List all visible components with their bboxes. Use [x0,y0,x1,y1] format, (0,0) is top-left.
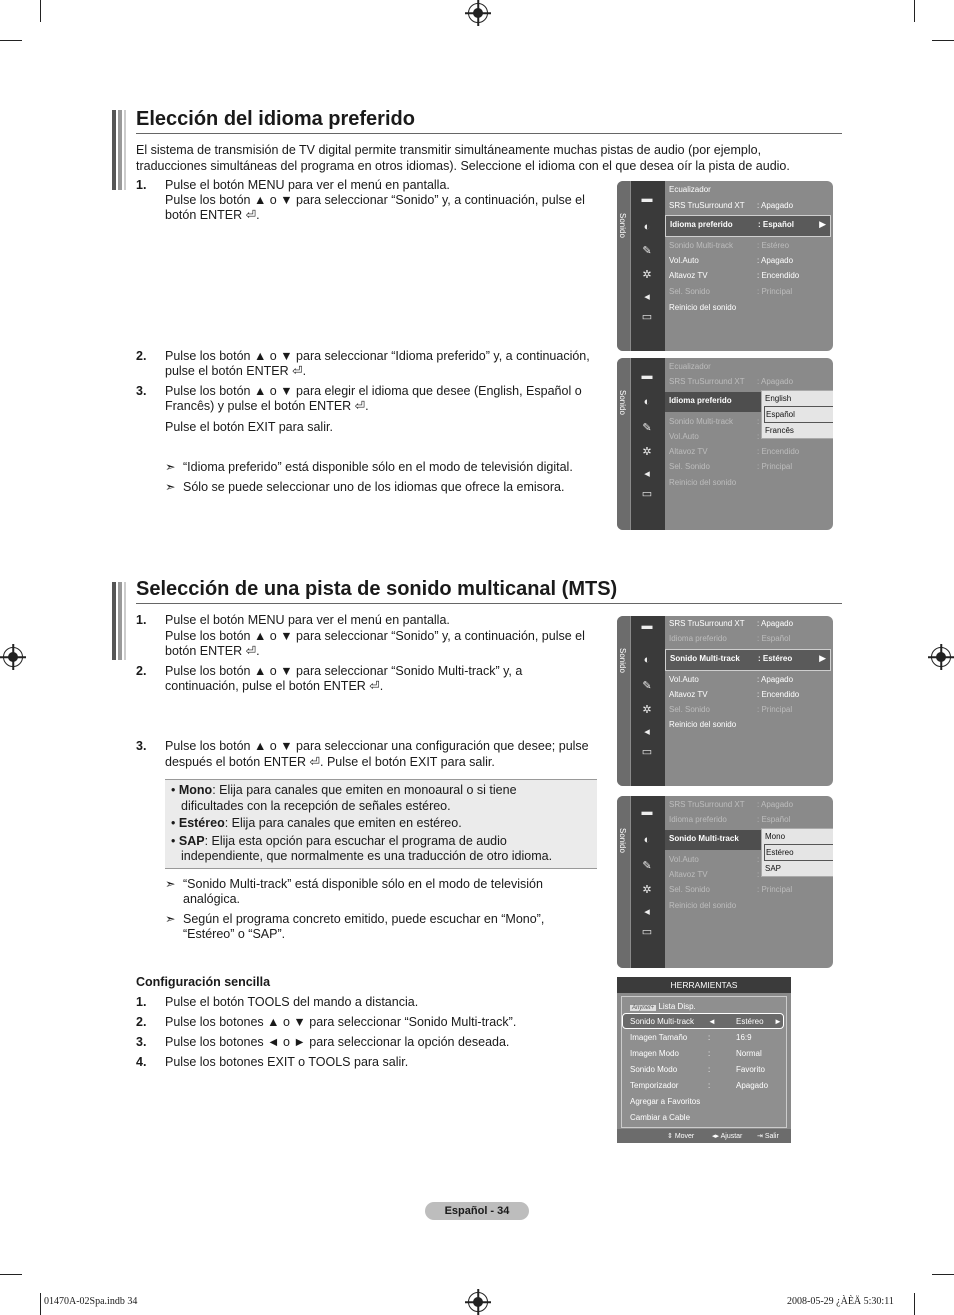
menu-item-value: : Español [757,815,791,824]
menu-item-selected[interactable]: Sonido Multi-track : Estéreo ▶ [665,649,831,671]
popup-option[interactable]: Francês [765,426,794,435]
setup-icon: ✲ [642,269,652,281]
step-line: botón ENTER ⏎. [165,208,260,222]
menu-icon-column [631,181,665,351]
arrow-icon: ➣ [165,912,176,926]
menu-item-label: Vol.Auto [669,432,699,441]
application-icon: ▭ [641,926,653,938]
tv-menu-sound-popup [617,358,833,530]
step-number: 4. [136,1055,147,1069]
move-hint: ⇕ Mover [667,1133,695,1140]
crop-mark [914,1293,915,1315]
tools-item-label[interactable]: Imagen Modo [630,1049,679,1058]
menu-item-label: Reinicio del sonido [669,303,737,312]
intro-text: El sistema de transmisión de TV digital permite transmitir simultáneamente muchas pistas de audio (por ejemplo, traducciones simultáneas del programa en otros idiomas). Seleccione el idioma con el que desea oír la pista de audio. [136,143,790,173]
tools-item-label[interactable]: Agregar a Favoritos [630,1097,701,1106]
registration-mark-icon [468,3,488,23]
menu-item[interactable] [669,675,829,689]
step-line: Pulse los botón ▲ o ▼ para seleccionar “Idioma preferido” y, a continuación, [165,349,590,363]
menu-item-value: : Apagado [757,377,794,386]
menu-item[interactable] [669,901,829,915]
channel-icon: ✎ [642,680,652,692]
tools-item-label[interactable]: Imagen Tamaño [630,1033,688,1042]
step-line: Pulse los botones ◄ o ► para seleccionar la opción deseada. [165,1035,510,1049]
menu-item-label: Sonido Multi-track [669,417,734,426]
step-line: Pulse los botón ▲ o ▼ para seleccionar “Sonido Multi-track” y, a [165,664,523,678]
note [165,877,543,893]
step-line: Pulse los botón ▲ o ▼ para seleccionar “Sonido” y, a continuación, pulse el [165,629,585,643]
menu-item[interactable] [669,287,829,301]
menu-side [617,181,630,351]
step-number: 1. [136,178,147,192]
section-title: Selección de una pista de sonido multicanal (MTS) [136,578,618,600]
section-bar [112,110,126,190]
menu-item-label: Sel. Sonido [669,462,710,471]
tools-item-label[interactable]: Cambiar a Cable [630,1113,691,1122]
step-line: después el botón ENTER ⏎. Pulse el botón EXIT para salir. [165,755,495,769]
menu-item-value: : [757,432,760,441]
menu-item-value: : Apagado [757,675,794,684]
step-number: 3. [136,1035,147,1049]
menu-item-label: Altavoz TV [669,870,708,879]
tv-menu-mts-popup [617,796,833,968]
title-rule [136,133,842,134]
step-line: Pulse el botón TOOLS del mando a distancia. [165,995,419,1009]
menu-item-value: : Apagado [757,800,794,809]
input-icon: ◂ [644,906,650,918]
application-icon: ▭ [641,746,653,758]
menu-side-label: Sonido [618,213,627,238]
popup-option[interactable]: English [765,394,792,403]
menu-side [617,796,630,968]
input-icon: ◂ [644,468,650,480]
menu-item-label: Sel. Sonido [669,287,710,296]
menu-item[interactable] [669,362,829,376]
step-number: 2. [136,1015,147,1029]
bullet-stereo: • Estéreo: Elija para canales que emiten en estéreo. [171,816,462,830]
menu-item-selected[interactable]: Sonido Multi-track [665,830,761,850]
menu-icon-column [631,796,665,968]
picture-icon: ▬ [641,193,653,205]
menu-item-value: : Español [757,634,791,643]
note-text: Sólo se puede seleccionar uno de los idiomas que ofrece la emisora. [183,480,565,494]
crop-mark [0,1274,22,1275]
tools-title: HERRAMIENTAS [617,977,791,993]
menu-item[interactable] [669,377,829,391]
tools-item-value: Normal [736,1049,762,1058]
menu-item-label: Sel. Sonido [669,705,710,714]
step-number: 3. [136,739,147,753]
sound-icon: ◐ [643,834,651,846]
menu-item-value: : Encendido [757,271,800,280]
menu-item-label: Idioma preferido [669,634,727,643]
popup-option[interactable]: Mono [765,832,786,841]
tools-item-value: : [708,1033,711,1042]
menu-item[interactable] [669,462,829,476]
popup-option-selected[interactable]: Español [764,406,833,423]
menu-side-label: Sonido [618,648,627,673]
menu-item-label: SRS TruSurround XT [669,619,745,628]
menu-side-label: Sonido [618,828,627,853]
page-number-badge: Español - 34 [425,1202,529,1220]
setup-icon: ✲ [642,446,652,458]
menu-side [617,616,630,786]
step-number: 2. [136,349,147,363]
setup-icon: ✲ [642,704,652,716]
tools-item-label[interactable]: Sonido Multi-track [630,1017,695,1026]
menu-item-label: Vol.Auto [669,256,699,265]
bullet-sap: • SAP: Elija esta opción para escuchar el programa de audio [171,834,507,848]
menu-item[interactable] [669,800,829,814]
application-icon: ▭ [641,311,653,323]
picture-icon: ▬ [641,806,653,818]
menu-item-label: Ecualizador [669,362,711,371]
menu-item-label: SRS TruSurround XT [669,377,745,386]
menu-item[interactable] [669,705,829,719]
menu-item[interactable] [669,241,829,255]
menu-item-value: : Apagado [757,619,794,628]
crop-mark [932,1274,954,1275]
note-text: Según el programa concreto emitido, puede escuchar en “Mono”, [183,912,545,926]
note [165,460,573,476]
menu-item-label: Reinicio del sonido [669,478,737,487]
tools-item-value: : [708,1065,711,1074]
menu-item-value: : Principal [757,705,793,714]
menu-item-label: Sel. Sonido [669,885,710,894]
menu-item-value: : [757,417,760,426]
menu-item[interactable] [669,870,829,884]
menu-item[interactable] [669,690,829,704]
print-footer-left: 01470A-02Spa.indb 34 [44,1296,138,1307]
anynet-item[interactable]: Anynet+ Lista Disp. [632,1002,696,1011]
menu-item-value: : [757,870,760,879]
popup-option-selected[interactable]: Estéreo [764,844,833,861]
menu-item-value: : Principal [757,287,793,296]
tools-item-label[interactable]: Sonido Modo [630,1065,678,1074]
menu-item[interactable] [669,303,829,317]
crop-mark [932,40,954,41]
menu-item-label: Reinicio del sonido [669,720,737,729]
step-number: 3. [136,384,147,398]
step-line: Pulse el botón MENU para ver el menú en pantalla. [165,613,450,627]
tools-list [621,996,787,1128]
menu-item[interactable] [669,447,829,461]
input-icon: ◂ [644,291,650,303]
step-number: 1. [136,995,147,1009]
arrow-icon: ➣ [165,480,176,494]
menu-item-label: SRS TruSurround XT [669,201,745,210]
step-line: continuación, pulse el botón ENTER ⏎. [165,679,384,693]
step-line: Pulse los botón ▲ o ▼ para seleccionar “Sonido” y, a continuación, pulse el [165,193,585,207]
anynet-logo: Anynet+ [632,1005,655,1011]
menu-item-selected[interactable]: Idioma preferido : Español ▶ [665,215,831,237]
step-line: Pulse los botones EXIT o TOOLS para salir. [165,1055,409,1069]
menu-item[interactable] [669,478,829,492]
input-icon: ◂ [644,726,650,738]
arrow-icon: ➣ [165,877,176,891]
picture-icon: ▬ [641,620,653,632]
menu-item-label: Vol.Auto [669,855,699,864]
tv-menu-sound-mts [617,616,833,786]
arrow-icon: ➣ [165,460,176,474]
menu-item[interactable] [669,885,829,899]
adjust-hint: ◂▸ Ajustar [712,1133,743,1140]
note-text: “Idioma preferido” está disponible sólo en el modo de televisión digital. [183,460,573,474]
menu-item-selected[interactable]: Idioma preferido [665,392,761,412]
print-footer-right: 2008-05-29 ¿ÀÈÄ 5:30:11 [787,1296,894,1307]
menu-item-value: : Estéreo [757,241,790,250]
crop-mark [914,0,915,22]
menu-icon-column [631,616,665,786]
menu-item-label: Altavoz TV [669,271,708,280]
bullet-mono: • Mono: Elija para canales que emiten en monoaural o si tiene [171,783,517,797]
note [165,480,564,496]
bullet-text: independiente, que normalmente es una traducción de otro idioma. [181,849,553,863]
easy-setup-title: Configuración sencilla [136,975,271,989]
menu-item-label: Idioma preferido [669,815,727,824]
channel-icon: ✎ [642,245,652,257]
registration-mark-icon [931,647,951,667]
crop-mark [0,40,22,41]
menu-item-value: : Principal [757,462,793,471]
menu-item[interactable] [669,855,829,869]
menu-item-value: : Apagado [757,256,794,265]
channel-icon: ✎ [642,860,652,872]
crop-mark [40,1293,41,1315]
tools-item-value: Favorito [736,1065,765,1074]
menu-item-value: : Encendido [757,447,800,456]
channel-icon: ✎ [642,422,652,434]
menu-side [617,358,630,530]
step-line: botón ENTER ⏎. [165,644,260,658]
menu-item[interactable] [669,619,829,633]
menu-item[interactable] [669,720,829,734]
note-text: “Sonido Multi-track” está disponible sólo en el modo de televisión [183,877,543,891]
menu-item[interactable] [669,271,829,285]
menu-item-label: Reinicio del sonido [669,901,737,910]
note-text: “Estéreo” o “SAP”. [183,927,286,941]
step-line: pulse el botón ENTER ⏎. [165,364,307,378]
note [165,912,544,928]
menu-item[interactable] [669,634,829,648]
step-number: 1. [136,613,147,627]
section-bar [112,582,126,660]
menu-item-value: : Encendido [757,690,800,699]
step-line: Francês) y pulse el botón ENTER ⏎. [165,399,369,413]
tools-menu [617,977,791,1143]
menu-item-label: Vol.Auto [669,675,699,684]
tools-item-value: : [708,1049,711,1058]
registration-mark-icon [468,1292,488,1312]
menu-icon-column [631,358,665,530]
crop-mark [40,0,41,22]
menu-item-value: : Apagado [757,201,794,210]
note-text: analógica. [183,892,240,906]
menu-item-value: : Principal [757,885,793,894]
step-line: Pulse el botón MENU para ver el menú en pantalla. [165,178,450,192]
tools-item-value: Apagado [736,1081,769,1090]
popup-option[interactable]: SAP [765,864,782,873]
menu-side-label: Sonido [618,390,627,415]
picture-icon: ▬ [641,370,653,382]
tools-item-value: Estéreo [736,1017,764,1026]
menu-item[interactable] [669,815,829,829]
menu-item-value: : [757,855,760,864]
menu-item-label: Ecualizador [669,185,711,194]
menu-item-label: Altavoz TV [669,690,708,699]
step-line: Pulse los botón ▲ o ▼ para seleccionar una configuración que desee; pulse [165,739,589,753]
menu-item[interactable] [669,256,829,270]
exit-hint: ⇥ Salir [757,1133,779,1140]
step-line: Pulse el botón EXIT para salir. [165,420,333,434]
step-number: 2. [136,664,147,678]
tv-menu-sound [617,181,833,351]
tools-item-value: : [708,1081,711,1090]
tools-item-value: ► [774,1017,782,1026]
section-title: Elección del idioma preferido [136,108,415,130]
step-line: Pulse los botón ▲ o ▼ para elegir el idioma que desee (English, Español o [165,384,582,398]
tools-item-value: ◄ [708,1017,716,1026]
sound-icon: ◐ [643,221,651,233]
menu-item[interactable] [669,432,829,446]
menu-item-label: Altavoz TV [669,447,708,456]
menu-item[interactable] [669,201,829,215]
setup-icon: ✲ [642,884,652,896]
title-rule [136,603,842,604]
menu-item[interactable] [669,185,829,199]
application-icon: ▭ [641,488,653,500]
step-line: Pulse los botones ▲ o ▼ para seleccionar “Sonido Multi-track”. [165,1015,517,1029]
registration-mark-icon [3,647,23,667]
menu-item-label: Sonido Multi-track [669,241,734,250]
tools-item-label[interactable]: Temporizador [630,1081,679,1090]
bullet-text: dificultades con la recepción de señales estéreo. [181,799,451,813]
tools-footer [617,1129,791,1143]
sound-icon: ◐ [643,654,651,666]
menu-item-label: SRS TruSurround XT [669,800,745,809]
sound-icon: ◐ [643,396,651,408]
menu-item[interactable] [669,417,829,431]
tools-item-value: 16:9 [736,1033,752,1042]
